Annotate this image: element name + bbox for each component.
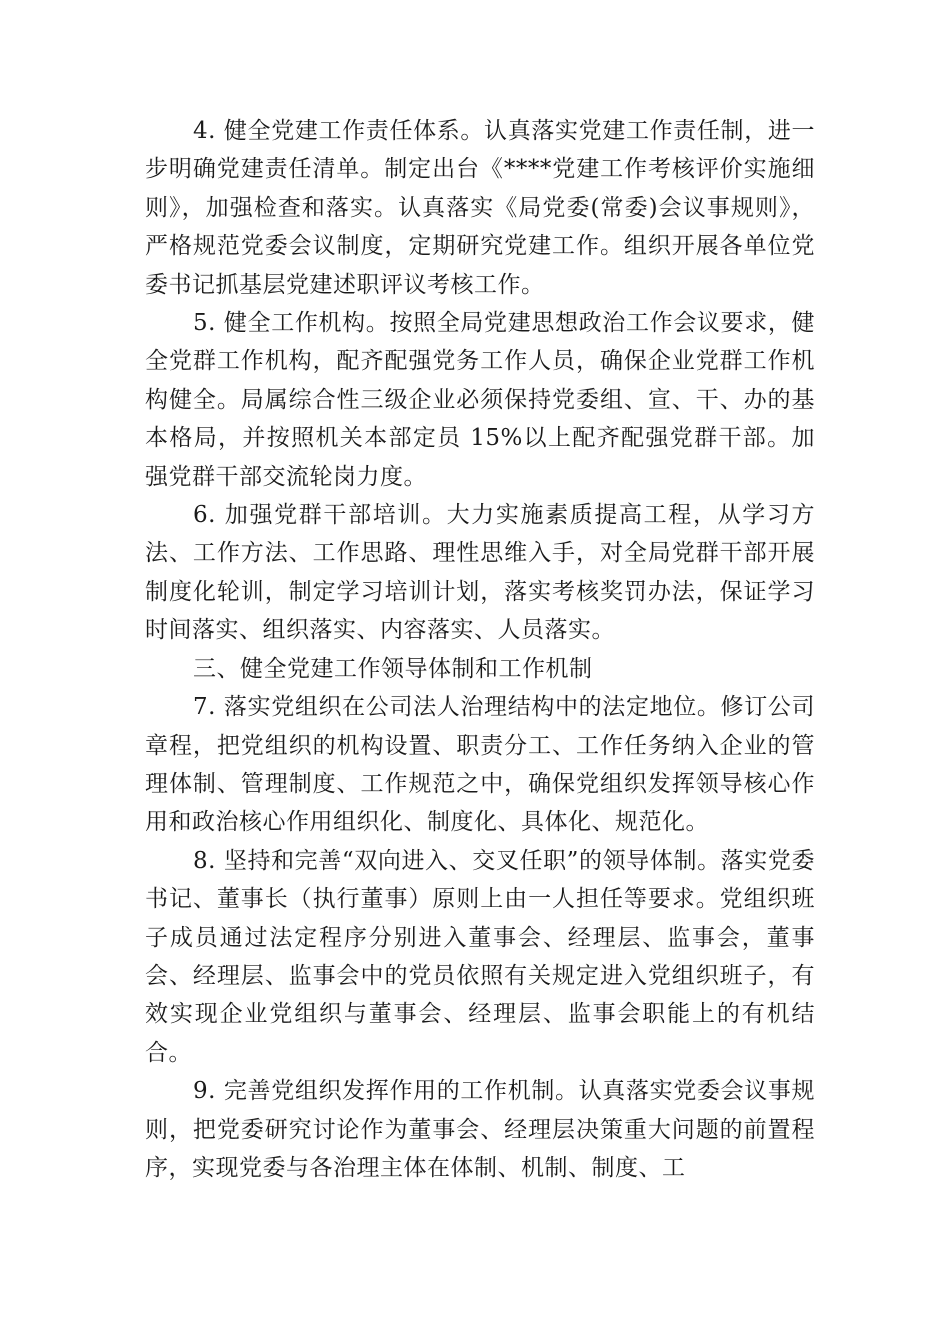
paragraph-item-8: 8. 坚持和完善“双向进入、交叉任职”的领导体制。落实党委书记、董事长（执行董事）原则上由一人担任等要求。党组织班子成员通过法定程序分别进入董事会、经理层、监事会，董事会、经理层、监事会中的党员依照有关规定进入党组织班子，有效实现企业党组织与董事会、经理层、监事会职能上的有机结合。 xyxy=(145,847,815,1066)
section-heading-3: 三、健全党建工作领导体制和工作机制 xyxy=(193,655,593,682)
document-body xyxy=(145,112,815,1187)
paragraph-item-9: 9. 完善党组织发挥作用的工作机制。认真落实党委会议事规则，把党委研究讨论作为董事会、经理层决策重大问题的前置程序，实现党委与各治理主体在体制、机制、制度、工 xyxy=(145,1078,815,1181)
paragraph-item-6: 6. 加强党群干部培训。大力实施素质提高工程，从学习方法、工作方法、工作思路、理性思维入手，对全局党群干部开展制度化轮训，制定学习培训计划，落实考核奖罚办法，保证学习时间落实、组织落实、内容落实、人员落实。 xyxy=(145,502,815,644)
paragraph-item-5: 5. 健全工作机构。按照全局党建思想政治工作会议要求，健全党群工作机构，配齐配强党务工作人员，确保企业党群工作机构健全。局属综合性三级企业必须保持党委组、宣、干、办的基本格局，并按照机关本部定员 15%以上配齐配强党群干部。加强党群干部交流轮岗力度。 xyxy=(145,310,815,490)
paragraph-item-7: 7. 落实党组织在公司法人治理结构中的法定地位。修订公司章程，把党组织的机构设置、职责分工、工作任务纳入企业的管理体制、管理制度、工作规范之中，确保党组织发挥领导核心作用和政治核心作用组织化、制度化、具体化、规范化。 xyxy=(145,694,815,836)
paragraph-item-4: 4. 健全党建工作责任体系。认真落实党建工作责任制，进一步明确党建责任清单。制定出台《****党建工作考核评价实施细则》，加强检查和落实。认真落实《局党委(常委)会议事规则》，严格规范党委会议制度，定期研究党建工作。组织开展各单位党委书记抓基层党建述职评议考核工作。 xyxy=(145,118,815,298)
